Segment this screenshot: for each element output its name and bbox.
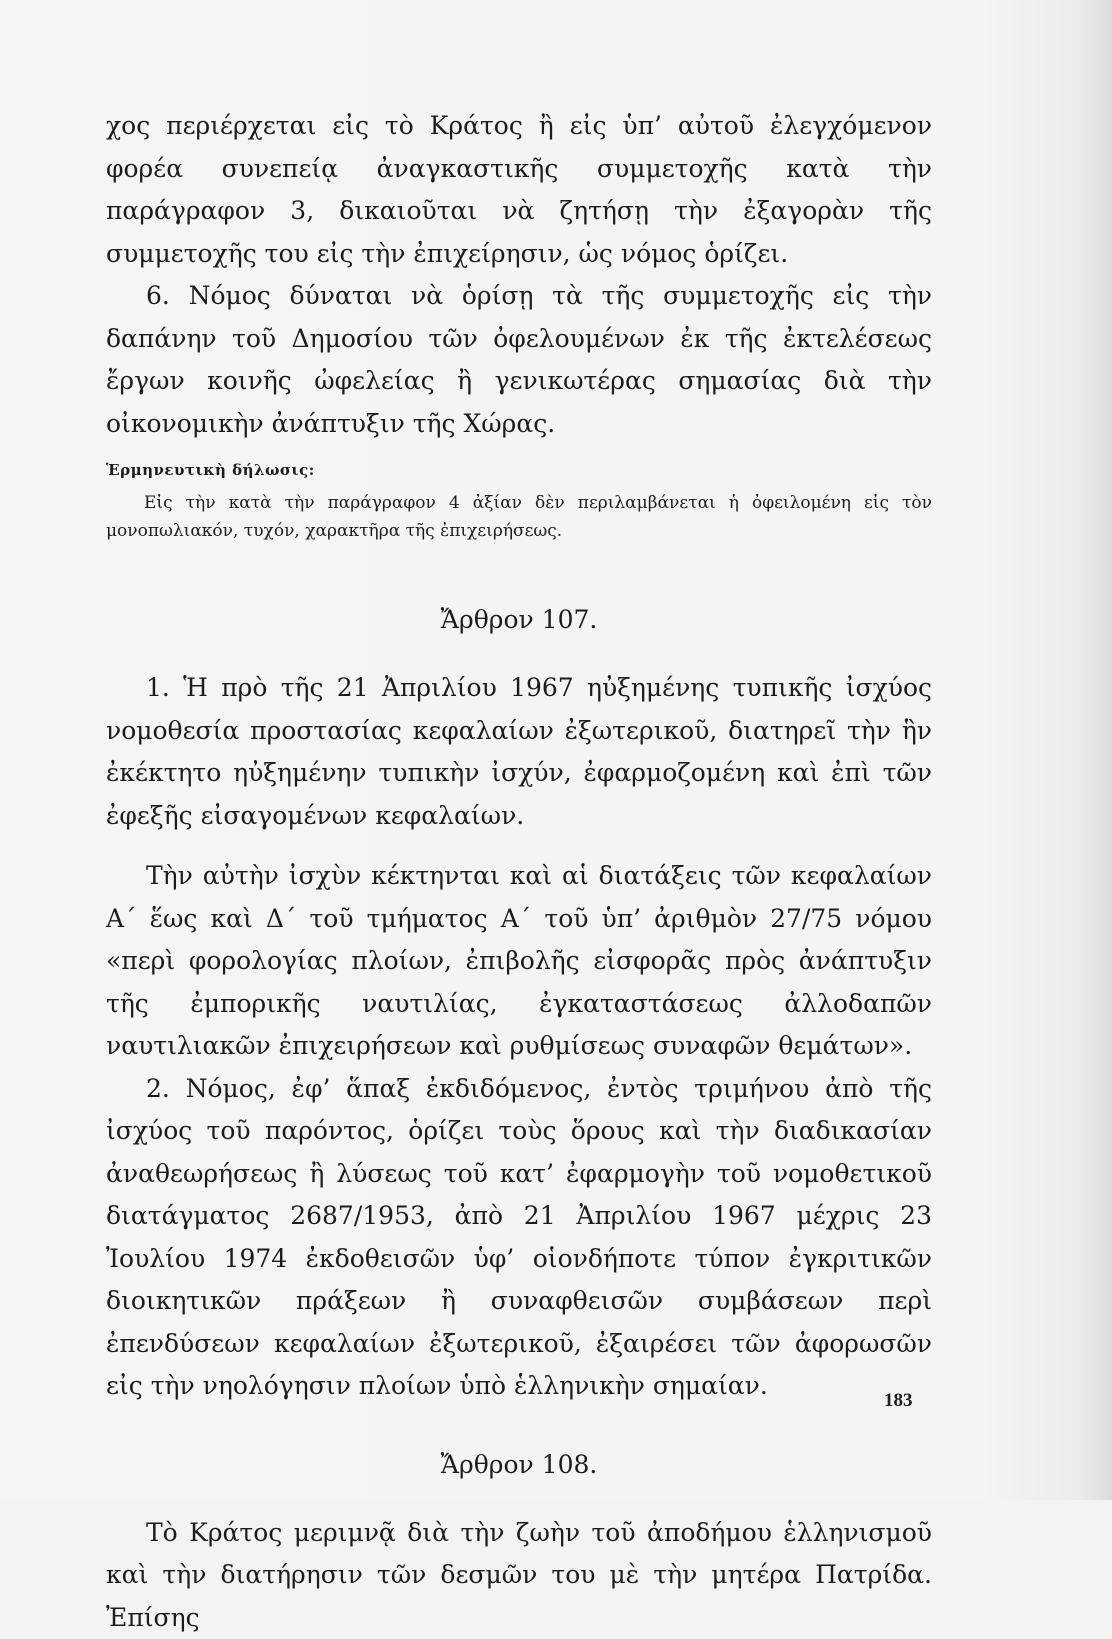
article-108-title: Ἄρθρον 108. [106,1448,932,1482]
page-number: 183 [884,1390,913,1412]
article-107-paragraph-1b: Τὴν αὐτὴν ἰσχὺν κέκτηνται καὶ αἱ διατάξεις τῶν κεφαλαίων Α΄ ἕως καὶ Δ΄ τοῦ τμήματος Α΄ τοῦ ὑπ’ ἀριθμὸν 27/75 νόμου «περὶ φορολογίας πλοίων, ἐπιβολῆς εἰσφορᾶς πρὸς ἀνάπτυξιν τῆς ἐμπορικῆς ναυτιλίας, ἐγκαταστάσεως ἀλλοδαπῶν ναυτιλιακῶν ἐπιχειρήσεων καὶ ρυθμίσεως συναφῶν θεμάτων». [106,855,932,1068]
interpretive-note-heading: Ἑρμηνευτικὴ δήλωσις: [106,457,932,483]
interpretive-note-text: Εἰς τὴν κατὰ τὴν παράγραφον 4 ἀξίαν δὲν περιλαμβάνεται ἡ ὀφειλομένη εἰς τὸν μονοπωλιακόν, τυχόν, χαρακτῆρα τῆς ἐπιχειρήσεως. [106,489,932,545]
article-108-paragraph: Τὸ Κράτος μεριμνᾷ διὰ τὴν ζωὴν τοῦ ἀποδήμου ἑλληνισμοῦ καὶ τὴν διατήρησιν τῶν δεσμῶν του μὲ τὴν μητέρα Πατρίδα. Ἐπίσης [106,1512,932,1639]
article-107-paragraph-2: 2. Νόμος, ἐφ’ ἅπαξ ἐκδιδόμενος, ἐντὸς τριμήνου ἀπὸ τῆς ἰσχύος τοῦ παρόντος, ὁρίζει τοὺς ὅρους καὶ τὴν διαδικασίαν ἀναθεωρήσεως ἢ λύσεως τοῦ κατ’ ἐφαρμογὴν τοῦ νομοθετικοῦ διατάγματος 2687/1953, ἀπὸ 21 Ἀπριλίου 1967 μέχρις 23 Ἰουλίου 1974 ἐκδοθεισῶν ὑφ’ οἱονδήποτε τύπον ἐγκριτικῶν διοικητικῶν πράξεων ἢ συναφθεισῶν συμβάσεων περὶ ἐπενδύσεων κεφαλαίων ἐξωτερικοῦ, ἐξαιρέσει τῶν ἀφορωσῶν εἰς τὴν νηολόγησιν πλοίων ὑπὸ ἑλληνικὴν σημαίαν. [106,1068,932,1408]
paragraph-6: 6. Νόμος δύναται νὰ ὁρίσῃ τὰ τῆς συμμετοχῆς εἰς τὴν δαπάνην τοῦ Δημοσίου τῶν ὀφελουμένων ἐκ τῆς ἐκτελέσεως ἔργων κοινῆς ὠφελείας ἢ γενικωτέρας σημασίας διὰ τὴν οἰκονομικὴν ἀνάπτυξιν τῆς Χώρας. [106,275,932,445]
paragraph-continued: χος περιέρχεται εἰς τὸ Κράτος ἢ εἰς ὑπ’ αὐτοῦ ἐλεγχόμενον φορέα συνεπείᾳ ἀναγκαστικῆς συμμετοχῆς κατὰ τὴν παράγραφον 3, δικαιοῦται νὰ ζητήσῃ τὴν ἐξαγορὰν τῆς συμμετοχῆς του εἰς τὴν ἐπιχείρησιν, ὡς νόμος ὁρίζει. [106,105,932,275]
article-107-paragraph-1: 1. Ἡ πρὸ τῆς 21 Ἀπριλίου 1967 ηὐξημένης τυπικῆς ἰσχύος νομοθεσία προστασίας κεφαλαίων ἐξωτερικοῦ, διατηρεῖ τὴν ἣν ἐκέκτητο ηὐξημένην τυπικὴν ἰσχύν, ἐφαρμοζομένη καὶ ἐπὶ τῶν ἐφεξῆς εἰσαγομένων κεφαλαίων. [106,667,932,837]
text-column [106,105,932,1639]
article-107-title: Ἄρθρον 107. [106,603,932,637]
